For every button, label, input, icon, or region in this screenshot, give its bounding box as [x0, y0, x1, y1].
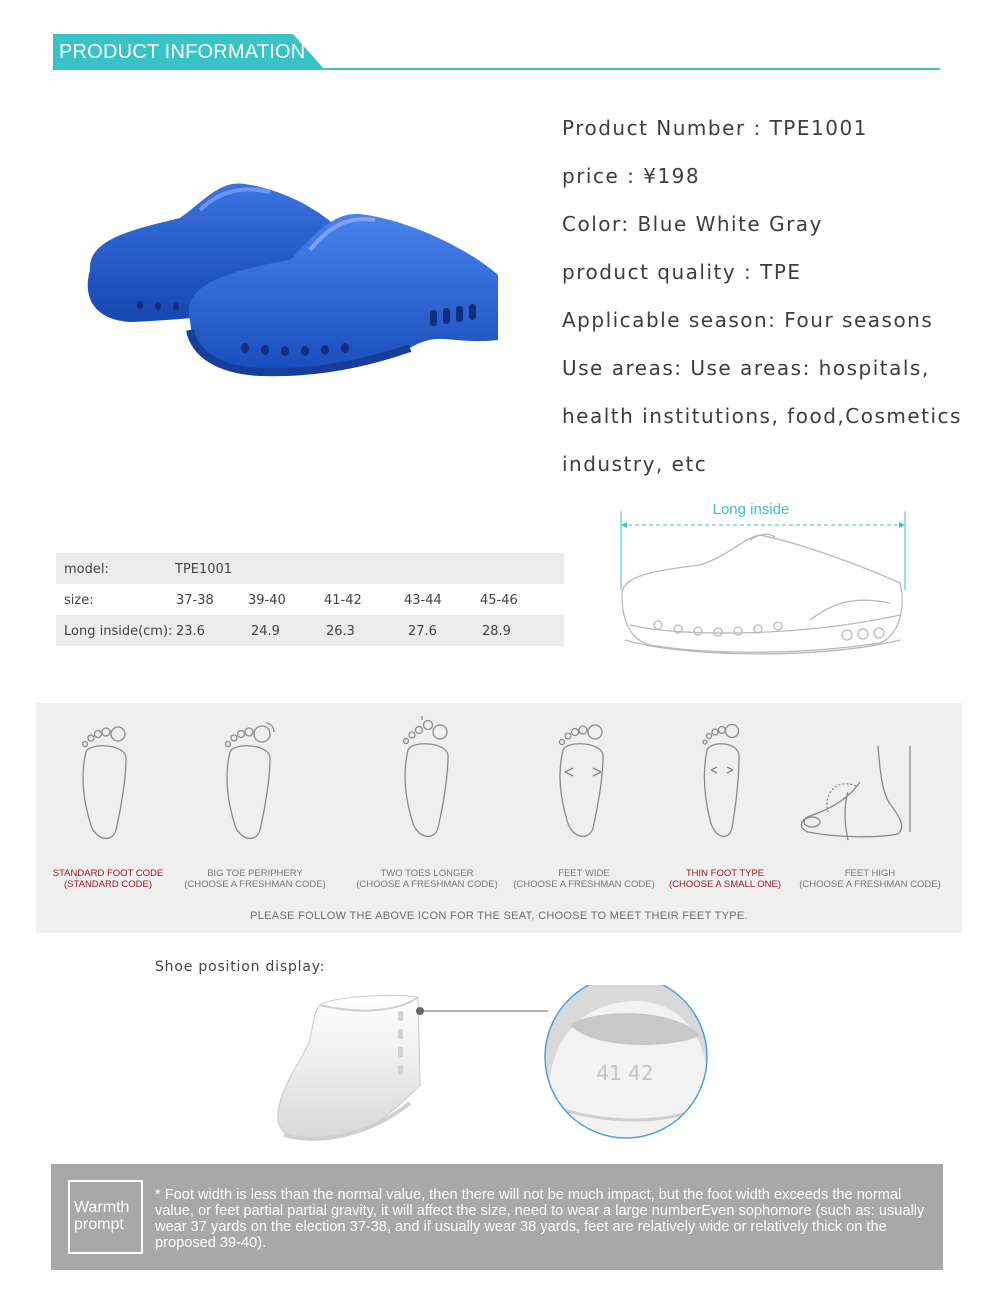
size-cell: 45-46	[480, 593, 518, 608]
info-use-areas-end: industry, etc	[562, 452, 708, 476]
wide-foot-icon	[555, 720, 611, 842]
standard-foot-icon	[76, 722, 132, 844]
big-toe-foot-icon	[222, 720, 278, 844]
foot-caption: STANDARD FOOT CODE (STANDARD CODE)	[52, 868, 164, 890]
info-product-number: Product Number : TPE1001	[562, 116, 868, 140]
info-season: Applicable season: Four seasons	[562, 308, 934, 332]
length-cell: 23.6	[176, 624, 205, 639]
position-label: Shoe position display:	[155, 959, 326, 975]
high-foot-icon	[798, 742, 918, 842]
foot-caption: FEET WIDE (CHOOSE A FRESHMAN CODE)	[513, 868, 655, 890]
table-row	[56, 615, 564, 646]
foot-caption: BIG TOE PERIPHERY (CHOOSE A FRESHMAN CODE)	[184, 868, 326, 890]
foot-caption: TWO TOES LONGER (CHOOSE A FRESHMAN CODE)	[356, 868, 498, 890]
info-use-areas: Use areas: Use areas: hospitals,	[562, 356, 930, 380]
size-cell: 43-44	[404, 593, 442, 608]
info-price: price : ¥198	[562, 164, 701, 188]
long-inside-diagram	[600, 495, 920, 670]
table-row	[56, 553, 564, 584]
foot-caption: FEET HIGH (CHOOSE A FRESHMAN CODE)	[799, 868, 941, 890]
warmth-prompt-badge: Warmth prompt	[68, 1180, 143, 1254]
warmth-prompt-text: * Foot width is less than the normal value, then there will not be much impact, but the foot width exceeds the normal value, or feet partial partial gravity, it will affect the size, need to wear a large numberEven sophomore (such as: usually wear 37 yards on the election 37-38, and if usually wear 38 yards, feet are relatively wide or relatively thick on the proposed 39-40).	[155, 1187, 925, 1251]
model-value: TPE1001	[175, 562, 233, 577]
two-toes-foot-icon	[400, 716, 456, 842]
length-cell: 24.9	[251, 624, 280, 639]
page-title: PRODUCT INFORMATION	[59, 41, 306, 63]
table-row	[56, 584, 564, 615]
length-label: Long inside(cm):	[64, 624, 173, 639]
info-color: Color: Blue White Gray	[562, 212, 823, 236]
model-label: model:	[64, 562, 109, 577]
product-image	[70, 170, 510, 385]
size-label: size:	[64, 593, 94, 608]
size-table	[56, 553, 564, 646]
header-divider	[53, 68, 940, 70]
shoe-position-image	[270, 985, 720, 1150]
length-cell: 26.3	[326, 624, 355, 639]
foot-types-note: PLEASE FOLLOW THE ABOVE ICON FOR THE SEAT, CHOOSE TO MEET THEIR FEET TYPE.	[250, 910, 748, 922]
size-cell: 41-42	[324, 593, 362, 608]
length-cell: 27.6	[408, 624, 437, 639]
size-cell: 37-38	[176, 593, 214, 608]
thin-foot-icon	[697, 720, 747, 842]
long-inside-label: Long inside	[712, 501, 790, 518]
size-marking: 41 42	[596, 1061, 654, 1085]
length-cell: 28.9	[482, 624, 511, 639]
size-cell: 39-40	[248, 593, 286, 608]
info-quality: product quality : TPE	[562, 260, 802, 284]
foot-caption: THIN FOOT TYPE (CHOOSE A SMALL ONE)	[668, 868, 782, 890]
info-use-areas-cont: health institutions, food,Cosmetics	[562, 404, 962, 428]
product-info	[562, 112, 982, 496]
